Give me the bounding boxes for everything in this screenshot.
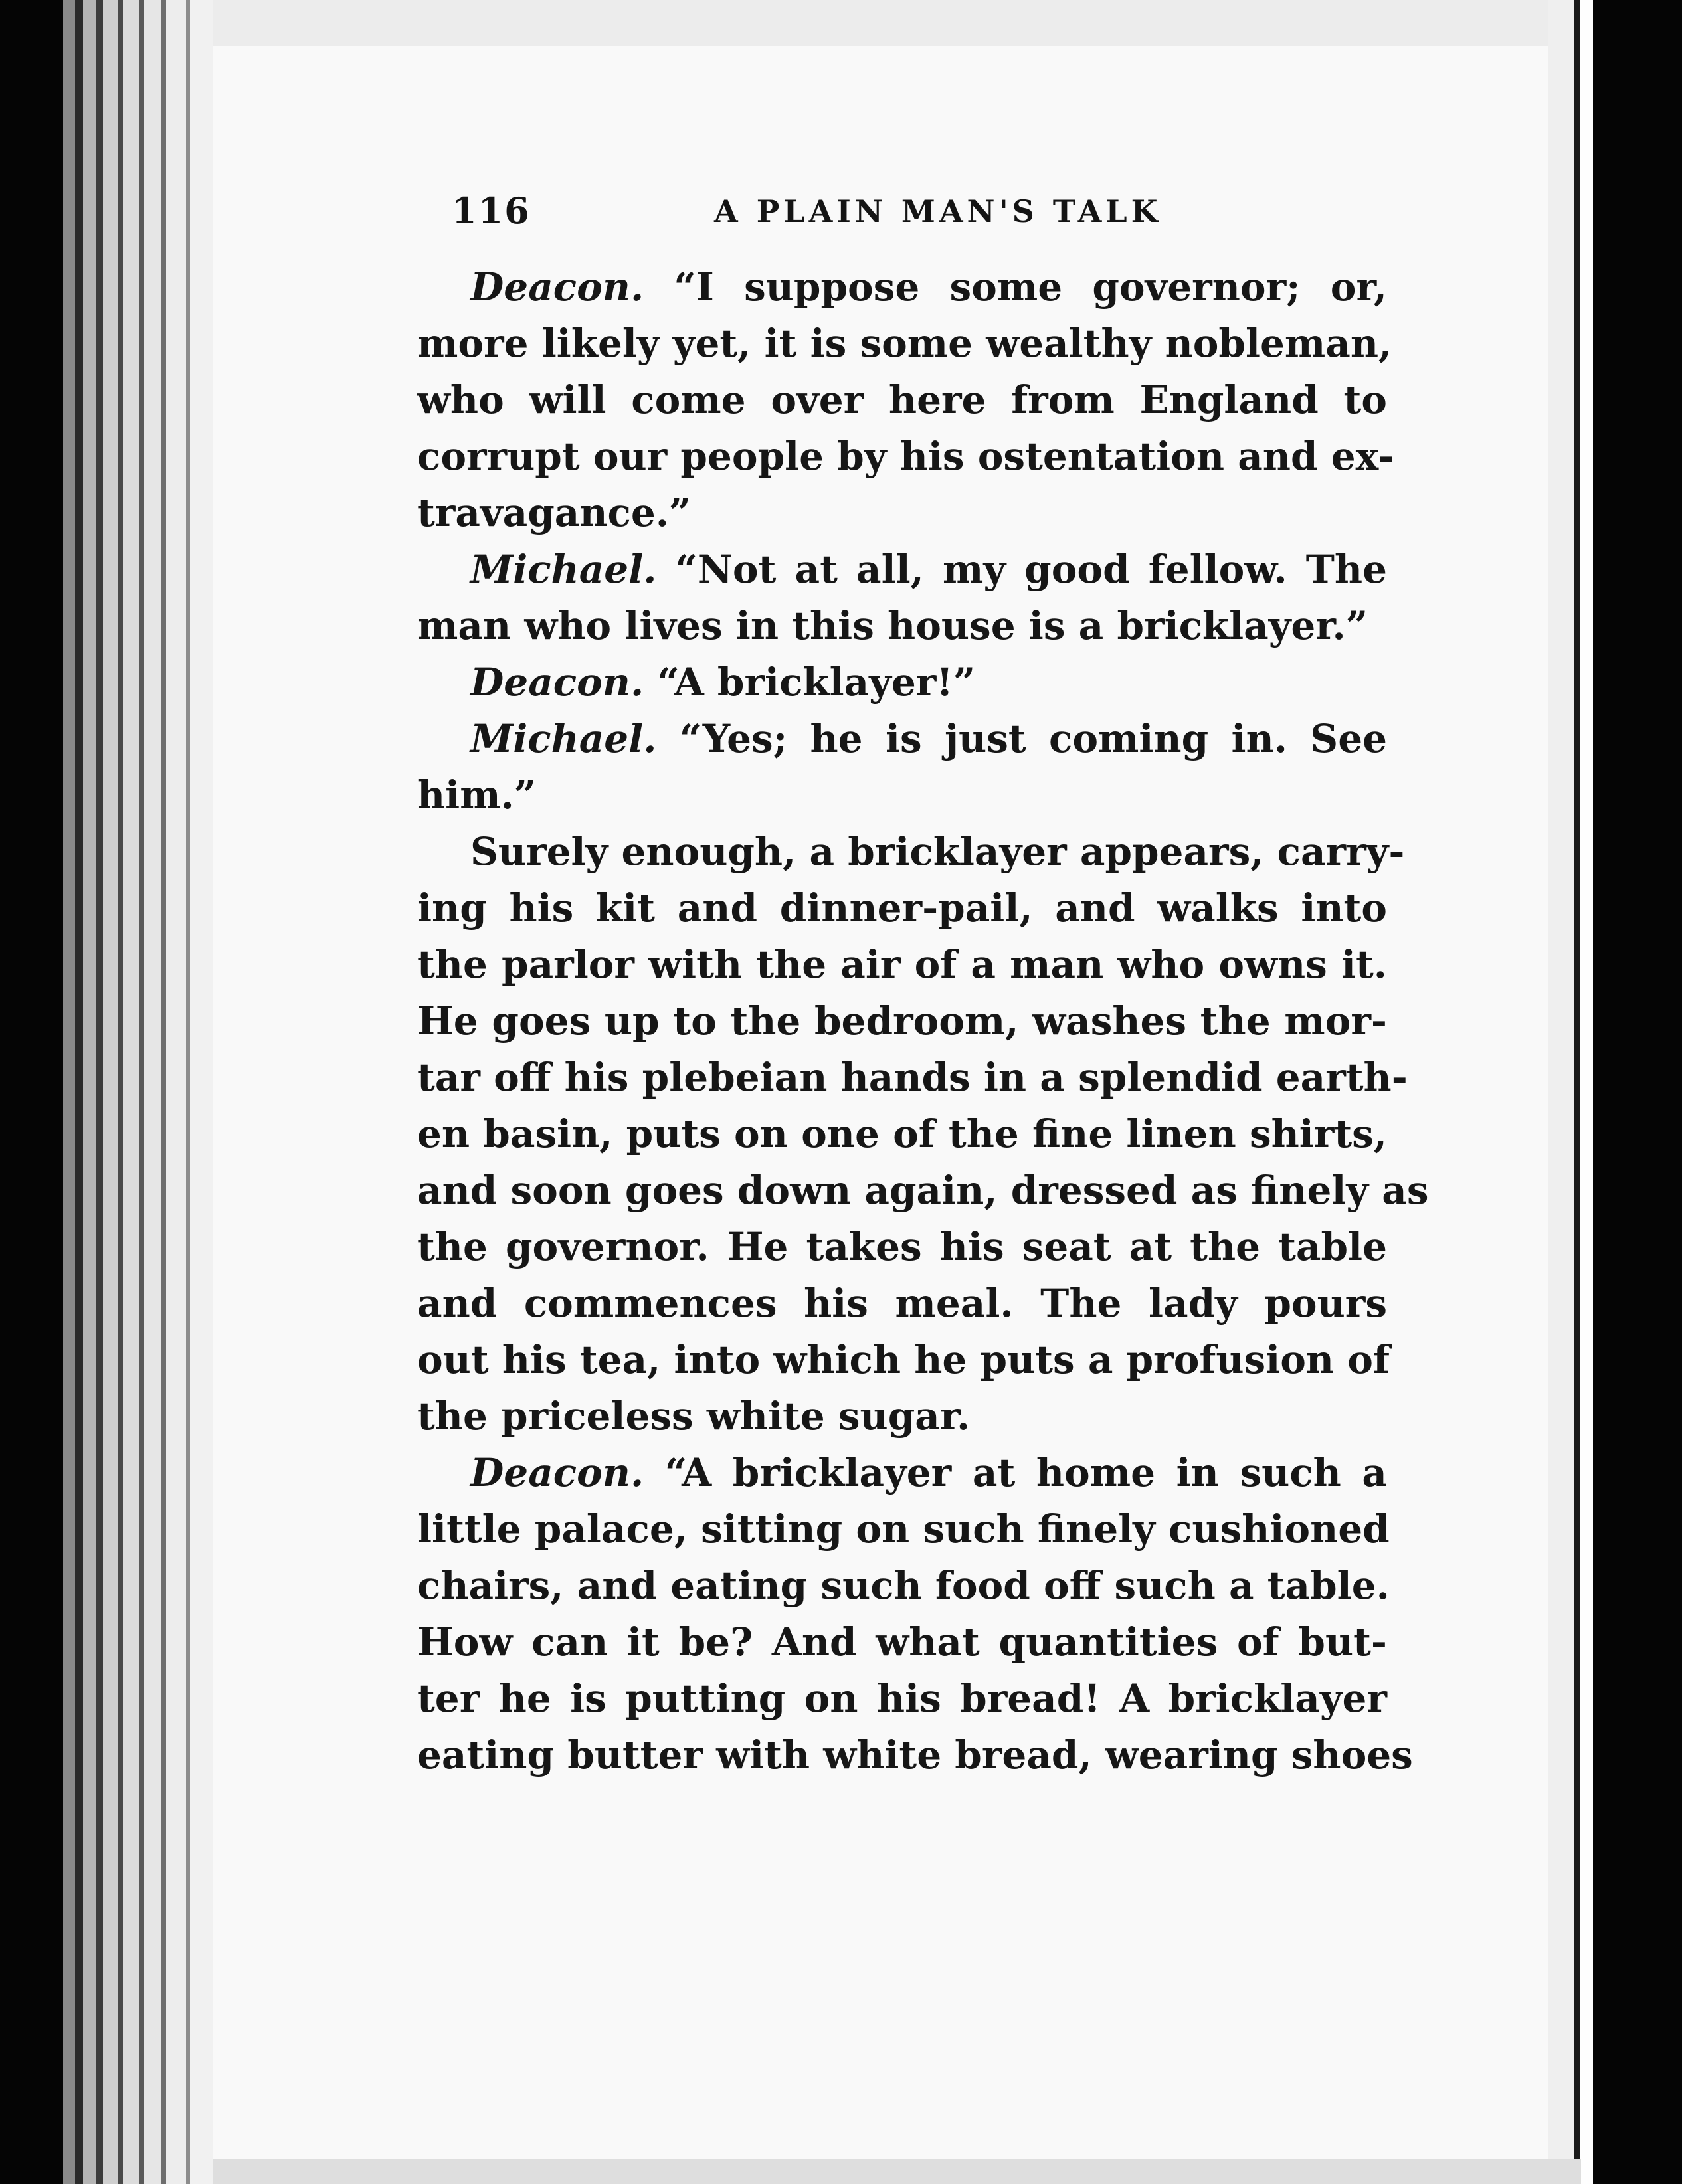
text-line (417, 767, 1387, 824)
text-line (417, 1388, 1387, 1445)
line-text: Surely enough, a bricklayer appears, carry- (470, 829, 1405, 874)
line-text: “Yes; he is just coming in. See (656, 716, 1387, 761)
line-text: and commences his meal. The lady pours (417, 1281, 1387, 1326)
text-line (417, 1275, 1387, 1332)
line-text: ter he is putting on his bread! A bricklayer (417, 1676, 1387, 1721)
text-line (417, 1219, 1387, 1275)
text-line (417, 654, 1387, 711)
line-text: eating butter with white bread, wearing shoes (417, 1732, 1413, 1777)
line-text: He goes up to the bedroom, washes the mor- (417, 998, 1387, 1044)
line-text: chairs, and eating such food off such a table. (417, 1563, 1390, 1608)
speaker-name: Michael. (470, 716, 657, 761)
line-text: the priceless white sugar. (417, 1394, 971, 1439)
line-text: and soon goes down again, dressed as finely as (417, 1168, 1429, 1213)
speaker-name: Michael. (470, 547, 657, 592)
text-line (417, 1332, 1390, 1388)
line-text: man who lives in this house is a bricklayer.” (417, 603, 1368, 648)
text-line (417, 1445, 1387, 1501)
page-number: 116 (452, 189, 531, 232)
text-line (417, 993, 1387, 1049)
line-text: the governor. He takes his seat at the table (417, 1224, 1387, 1269)
line-text: How can it be? And what quantities of but- (417, 1619, 1387, 1665)
text-line (417, 259, 1387, 316)
text-line (417, 428, 1394, 485)
text-line (417, 372, 1387, 428)
line-text: out his tea, into which he puts a profusion of (417, 1337, 1390, 1382)
line-text: travagance.” (417, 490, 692, 535)
text-line (417, 316, 1392, 372)
line-text: him.” (417, 773, 537, 818)
line-text: corrupt our people by his ostentation and ex- (417, 434, 1394, 479)
line-text: ing his kit and dinner-pail, and walks into (417, 885, 1387, 931)
text-line (417, 824, 1405, 880)
speaker-name: Deacon. (470, 660, 644, 705)
line-text: “I suppose some governor; or, (644, 264, 1387, 310)
text-line (417, 598, 1387, 654)
line-text: “A bricklayer!” (644, 660, 976, 705)
line-text: tar off his plebeian hands in a splendid earth- (417, 1055, 1408, 1100)
text-line (417, 1671, 1387, 1727)
line-text: “A bricklayer at home in such a (644, 1450, 1387, 1495)
line-text: who will come over here from England to (417, 377, 1387, 422)
running-head: A PLAIN MAN'S TALK (714, 193, 1162, 229)
line-text: en basin, puts on one of the fine linen shirts, (417, 1111, 1387, 1156)
page-header (452, 189, 1382, 242)
text-line (417, 880, 1387, 937)
text-line (417, 711, 1387, 767)
text-line (417, 485, 1387, 541)
speaker-name: Deacon. (470, 1450, 644, 1495)
line-text: more likely yet, it is some wealthy nobleman, (417, 321, 1392, 366)
text-line (417, 1558, 1390, 1614)
text-line (417, 541, 1387, 598)
text-line (417, 1501, 1390, 1558)
text-line (417, 1162, 1429, 1219)
text-line (417, 937, 1387, 993)
text-line (417, 1727, 1413, 1783)
line-text: “Not at all, my good fellow. The (656, 547, 1387, 592)
text-line (417, 1049, 1408, 1106)
line-text: the parlor with the air of a man who owns it. (417, 942, 1387, 987)
body-text (417, 259, 1429, 1783)
text-line (417, 1106, 1387, 1162)
line-text: little palace, sitting on such finely cushioned (417, 1506, 1390, 1552)
text-line (417, 1614, 1387, 1671)
speaker-name: Deacon. (470, 264, 644, 310)
